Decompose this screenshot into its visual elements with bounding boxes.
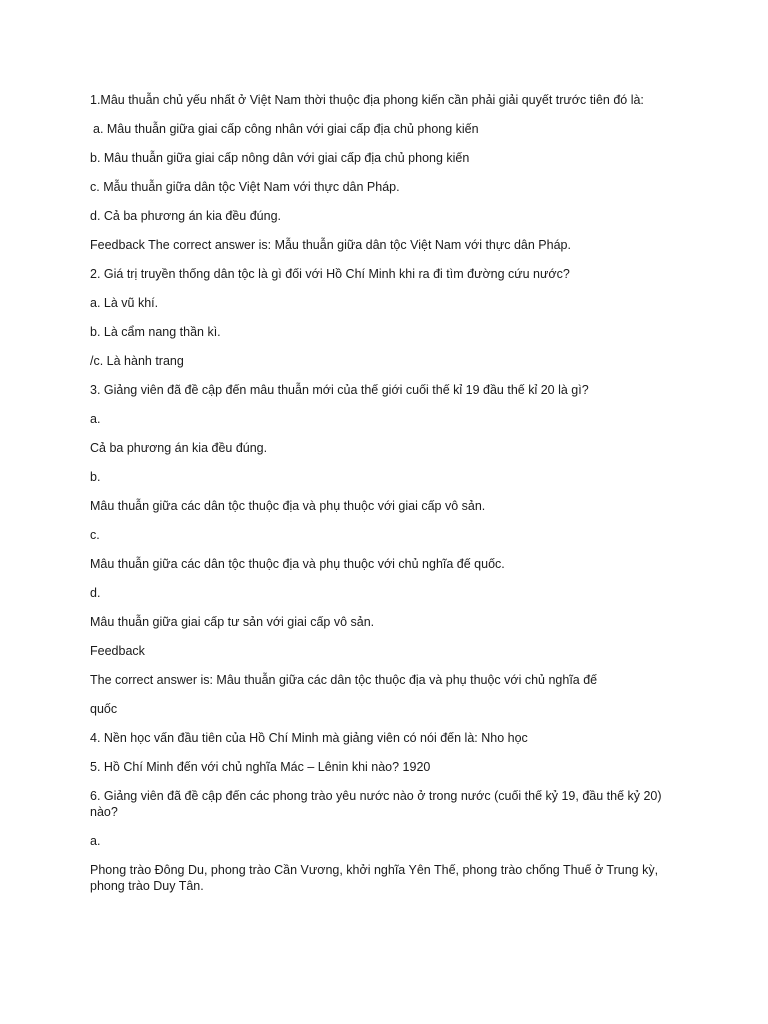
question-3-option-d-label: d. bbox=[90, 586, 101, 600]
question-3-option-c-text: Mâu thuẫn giữa các dân tộc thuộc địa và phụ thuộc với chủ nghĩa đế quốc. bbox=[90, 557, 505, 571]
question-2-option-c: /c. Là hành trang bbox=[90, 354, 184, 368]
question-3-option-b-label: b. bbox=[90, 470, 101, 484]
question-3-feedback-heading: Feedback bbox=[90, 644, 145, 658]
question-6-text: 6. Giảng viên đã đề cập đến các phong trào yêu nước nào ở trong nước (cuối thế kỷ 19, đầu thế kỷ 20) nào? bbox=[90, 789, 662, 819]
question-1-text: 1.Mâu thuẫn chủ yếu nhất ở Việt Nam thời thuộc địa phong kiến cần phải giải quyết trước tiên đó là: bbox=[90, 93, 644, 107]
question-3-option-d-text: Mâu thuẫn giữa giai cấp tư sản với giai cấp vô sản. bbox=[90, 615, 375, 629]
question-1-option-c: c. Mẫu thuẫn giữa dân tộc Việt Nam với thực dân Pháp. bbox=[90, 180, 400, 194]
question-3-correct-answer: The correct answer is: Mâu thuẫn giữa các dân tộc thuộc địa và phụ thuộc với chủ nghĩa đế bbox=[90, 673, 598, 687]
question-1-option-b: b. Mâu thuẫn giữa giai cấp nông dân với giai cấp địa chủ phong kiến bbox=[90, 151, 470, 165]
question-3-option-a-label: a. bbox=[90, 412, 101, 426]
question-1-option-a: a. Mâu thuẫn giữa giai cấp công nhân với giai cấp địa chủ phong kiến bbox=[93, 122, 479, 136]
question-2-option-a: a. Là vũ khí. bbox=[90, 296, 159, 310]
document-body bbox=[90, 92, 690, 907]
question-2-option-b: b. Là cẩm nang thần kì. bbox=[90, 325, 221, 339]
question-6-option-a-text: Phong trào Đông Du, phong trào Cần Vương, khởi nghĩa Yên Thế, phong trào chống Thuế ở Trung kỳ, phong trào Duy Tân. bbox=[90, 863, 659, 893]
question-3-correct-answer-continued: quốc bbox=[90, 702, 118, 716]
question-1-feedback: Feedback The correct answer is: Mẫu thuẫn giữa dân tộc Việt Nam với thực dân Pháp. bbox=[90, 238, 571, 252]
question-4-text: 4. Nền học vấn đầu tiên của Hồ Chí Minh mà giảng viên có nói đến là: Nho học bbox=[90, 731, 528, 745]
question-3-option-b-text: Mâu thuẫn giữa các dân tộc thuộc địa và phụ thuộc với giai cấp vô sản. bbox=[90, 499, 486, 513]
question-3-option-c-label: c. bbox=[90, 528, 100, 542]
question-5-text: 5. Hồ Chí Minh đến với chủ nghĩa Mác – Lênin khi nào? 1920 bbox=[90, 760, 431, 774]
question-1-option-d: d. Cả ba phương án kia đều đúng. bbox=[90, 209, 282, 223]
question-3-option-a-text: Cả ba phương án kia đều đúng. bbox=[90, 441, 268, 455]
question-6-option-a-label: a. bbox=[90, 834, 101, 848]
question-3-text: 3. Giảng viên đã đề cập đến mâu thuẫn mới của thế giới cuối thế kỉ 19 đầu thế kỉ 20 là gì? bbox=[90, 383, 589, 397]
question-2-text: 2. Giá trị truyền thống dân tộc là gì đối với Hồ Chí Minh khi ra đi tìm đường cứu nước? bbox=[90, 267, 570, 281]
